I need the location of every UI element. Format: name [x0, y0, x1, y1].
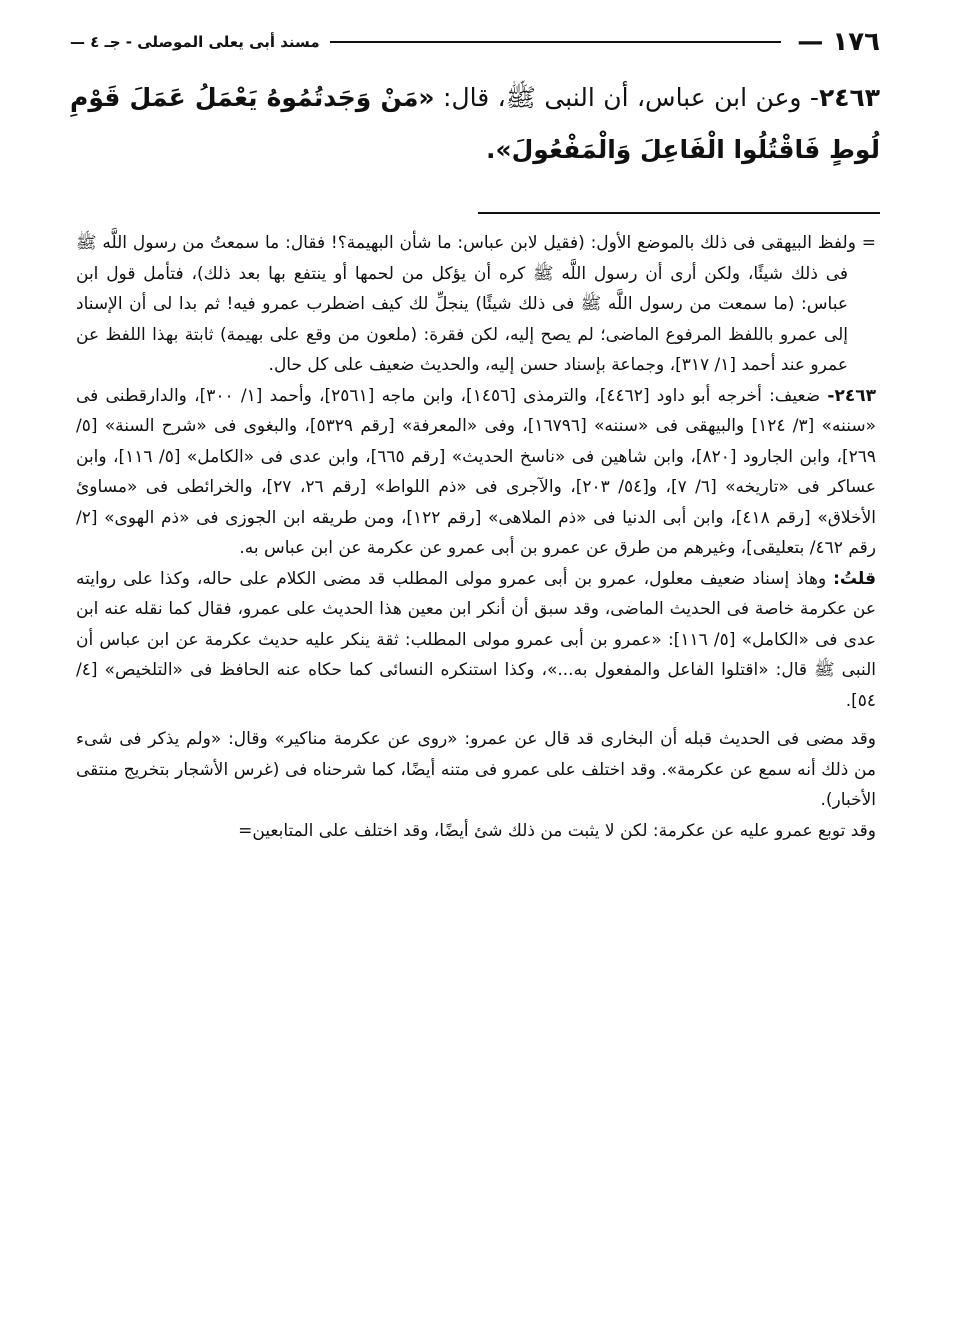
page-number: ١٧٦ —	[797, 27, 880, 57]
hadith-quote: «مَنْ وَجَدتُمُوهُ يَعْمَلُ عَمَلَ قَوْمِ لُوطٍ فَاقْتُلُوا الْفَاعِلَ وَالْمَفْعُولَ».	[70, 83, 880, 164]
footnote-bukhari: وقد مضى فى الحديث قبله أن البخارى قد قال عن عمرو: «روى عن عكرمة مناكير» وقال: «ولم يذكر فى شىء من ذلك أنه سمع عن عكرمة». وقد اختلف على عمرو فى متنه أيضًا، كما شرحناه فى (غرس الأشجار بتخريج منتقى الأخبار).	[76, 729, 876, 810]
qultu-lead: قلتُ:	[833, 568, 876, 589]
page-header	[70, 22, 880, 62]
running-title: مسند أبى يعلى الموصلى - جـ ٤ —	[70, 33, 320, 51]
qultu-text: وهاذ إسناد ضعيف معلول، عمرو بن أبى عمرو مولى المطلب قد مضى الكلام على حاله، وكذا على روايته عن عكرمة خاصة فى الحديث الماضى، وقد سبق أن أنكر ابن معين هذا الحديث على عمرو، فقال كما نقله عنه ابن عدى فى «الكامل» [٥/ ١١٦]: «عمرو بن أبى عمرو مولى المطلب: ثقة ينكر عليه حديث عكرمة عن ابن عباس أن النبى ﷺ قال: «اقتلوا الفاعل والمفعول به...»، وكذا استنكره النسائى كما حكاه عنه الحافظ فى «التلخيص» [٤/ ٥٤].	[76, 568, 877, 711]
footnote-qultu	[76, 564, 876, 717]
footnote-separator	[478, 212, 880, 214]
footnote-tabaa: وقد توبع عمرو عليه عن عكرمة: لكن لا يثبت من ذلك شئ أيضًا، وقد اختلف على المتابعين=	[238, 820, 876, 841]
hadith-number: ٢٤٦٣	[818, 83, 880, 112]
hadith-text	[70, 72, 880, 176]
footnotes	[76, 228, 876, 846]
takhrij-number: ٢٤٦٣-	[827, 385, 876, 406]
footnote-takhrij	[76, 381, 876, 564]
header-rule	[330, 41, 782, 43]
takhrij-text: ضعيف: أخرجه أبو داود [٤٤٦٢]، والترمذى [١٤٥٦]، وابن ماجه [٢٥٦١]، وأحمد [١/ ٣٠٠]، والدارقطنى فى «سننه» [٣/ ١٢٤] والبيهقى فى «سننه» [١٦٧٩٦]، وفى «المعرفة» [رقم ٥٣٢٩]، والبغوى فى «شرح السنة» [٥/ ٢٦٩]، وابن الجارود [٨٢٠]، وابن شاهين فى «ناسخ الحديث» [رقم ٦٦٥]، وابن عدى فى «الكامل» [٥/ ١١٦]، وابن عساكر فى «تاريخه» [٦/ ٧]، و[٥٤/ ٢٠٣]، والآجرى فى «ذم اللواط» [رقم ٢٦، ٢٧]، والخرائطى فى «مساوئ الأخلاق» [رقم ٤١٨]، وابن أبى الدنيا فى «ذم الملاهى» [رقم ١٢٢]، ومن طريقه ابن الجوزى فى «ذم الهوى» [٢/ رقم ٤٦٢/ بتعليقى]، وغيرهم من طرق عن عمرو بن أبى عمرو عن عكرمة عن ابن عباس به.	[76, 385, 876, 558]
footnote-continuation: = ولفظ البيهقى فى ذلك بالموضع الأول: (فقيل لابن عباس: ما شأن البهيمة؟! فقال: ما سمعتُ من رسول اللَّه ﷺ فى ذلك شيئًا، ولكن أرى أن رسول اللَّه ﷺ كره أن يؤكل من لحمها أو ينتفع بها بعد ذلك)، فتأمل قول ابن عباس: (ما سمعت من رسول اللَّه ﷺ فى ذلك شيئًا) ينجلِّ لك كيف اضطرب عمرو فيه! ثم بدا لى أن الإسناد إلى عمرو باللفظ المرفوع الماضى؛ لم يصح إليه، لكن فقرة: (ملعون من وقع على بهيمة) ثابتة بهذا اللفظ عن عمرو عند أحمد [١/ ٣١٧]، وجماعة بإسناد حسن إليه، والحديث ضعيف على كل حال.	[76, 233, 876, 375]
hadith-intro: - وعن ابن عباس، أن النبى ﷺ، قال:	[434, 83, 819, 112]
